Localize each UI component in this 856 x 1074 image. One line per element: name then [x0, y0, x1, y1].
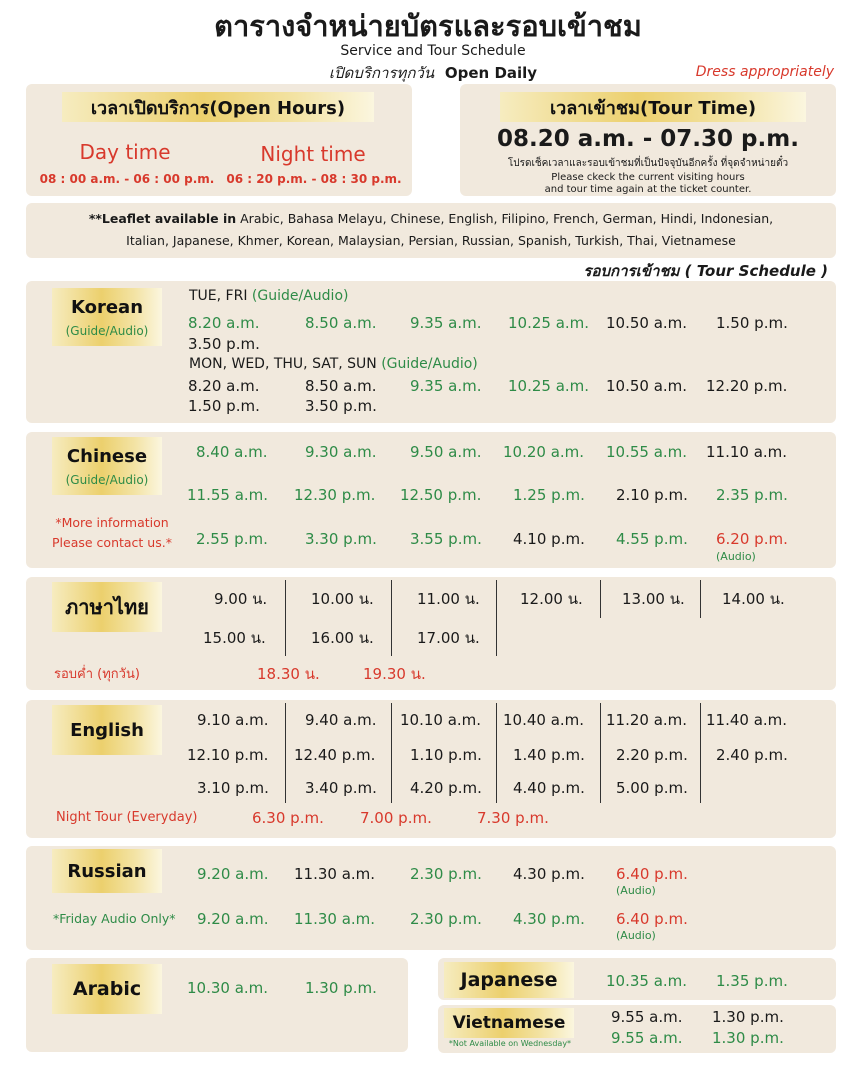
korean-r1-time: 10.25 a.m.: [508, 314, 590, 332]
thai-r2-time: 17.00 น.: [417, 629, 480, 647]
thai-r1-time: 14.00 น.: [722, 590, 785, 608]
english-r2-time: 2.40 p.m.: [716, 746, 788, 764]
thai-night-time: 19.30 น.: [363, 665, 426, 683]
korean-r2-time: 10.50 a.m.: [606, 377, 688, 395]
russian-r2-time: 2.30 p.m.: [410, 910, 482, 928]
vietnamese-note: *Not Available on Wednesday*: [448, 1039, 572, 1048]
thai-r2-time: 15.00 น.: [203, 629, 266, 647]
chinese-audio-note: (Audio): [716, 550, 756, 563]
chinese-label-box: [52, 437, 162, 495]
english-r1-time: 9.10 a.m.: [197, 711, 269, 729]
english-label-box: [52, 705, 162, 755]
russian-r1-time: 11.30 a.m.: [294, 865, 376, 883]
russian-r2-time: 9.20 a.m.: [197, 910, 269, 928]
chinese-r3-time: 6.20 p.m.: [716, 530, 788, 548]
vietnamese-r1-time: 9.55 a.m.: [611, 1008, 683, 1026]
russian-label-box: [52, 849, 162, 893]
thai-r1-time: 11.00 น.: [417, 590, 480, 608]
english-r1-time: 10.40 a.m.: [503, 711, 585, 729]
english-r3-time: 3.40 p.m.: [305, 779, 377, 797]
leaflet-line-1: [26, 211, 836, 226]
chinese-r1-time: 10.55 a.m.: [606, 443, 688, 461]
chinese-r1-time: 10.20 a.m.: [503, 443, 585, 461]
korean-days-1-label: TUE, FRI: [189, 288, 248, 304]
chinese-r2-time: 12.30 p.m.: [294, 486, 376, 504]
japanese-time: 1.35 p.m.: [716, 972, 788, 990]
korean-r2-time: 10.25 a.m.: [508, 377, 590, 395]
english-r2-time: 12.10 p.m.: [187, 746, 269, 764]
thai-label: ภาษาไทย: [65, 595, 149, 619]
english-divider: [285, 703, 286, 803]
english-divider: [391, 703, 392, 803]
thai-label-box: [52, 582, 162, 632]
open-daily-th: เปิดบริการทุกวัน: [328, 64, 435, 82]
english-night-time: 7.30 p.m.: [477, 809, 549, 827]
korean-r1-time: 9.35 a.m.: [410, 314, 482, 332]
english-r2-time: 1.10 p.m.: [410, 746, 482, 764]
korean-r2-time: 8.20 a.m.: [188, 377, 260, 395]
korean-label: Korean: [70, 296, 144, 318]
korean-days-2-label: MON, WED, THU, SAT, SUN: [189, 356, 377, 372]
korean-r1-time: 8.50 a.m.: [305, 314, 377, 332]
russian-r2-time: 11.30 a.m.: [294, 910, 376, 928]
russian-audio-note: (Audio): [616, 929, 656, 942]
english-r2-time: 1.40 p.m.: [513, 746, 585, 764]
english-r1-time: 11.20 a.m.: [606, 711, 688, 729]
japanese-label: Japanese: [460, 969, 558, 991]
chinese-r2-time: 2.10 p.m.: [616, 486, 688, 504]
chinese-r3-time: 3.30 p.m.: [305, 530, 377, 548]
english-night-time: 6.30 p.m.: [252, 809, 324, 827]
korean-days-1: [189, 288, 348, 304]
english-night-time: 7.00 p.m.: [360, 809, 432, 827]
vietnamese-label: Vietnamese: [452, 1013, 566, 1033]
korean-r1-time: 10.50 a.m.: [606, 314, 688, 332]
russian-r2-time: 4.30 p.m.: [513, 910, 585, 928]
russian-r1-time: 2.30 p.m.: [410, 865, 482, 883]
arabic-time: 1.30 p.m.: [305, 979, 377, 997]
korean-days-1-note: (Guide/Audio): [251, 288, 349, 304]
page-subtitle: Service and Tour Schedule: [340, 43, 526, 59]
night-time-hours: 06 : 20 p.m. - 08 : 30 p.m.: [226, 172, 402, 186]
thai-r1-time: 13.00 น.: [622, 590, 685, 608]
vietnamese-r1-time: 1.30 p.m.: [712, 1008, 784, 1026]
open-daily-en: Open Daily: [444, 64, 538, 82]
tour-time-note-en-1: Please ckeck the current visiting hours: [551, 172, 745, 183]
leaflet-languages-2: Italian, Japanese, Khmer, Korean, Malaysian, Persian, Russian, Spanish, Turkish, Thai, Vietnamese: [126, 233, 736, 248]
russian-r1-time: 6.40 p.m.: [616, 865, 688, 883]
thai-r1-time: 12.00 น.: [520, 590, 583, 608]
korean-r2-time: 9.35 a.m.: [410, 377, 482, 395]
korean-r2b-time: 3.50 p.m.: [305, 397, 377, 415]
english-r3-time: 5.00 p.m.: [616, 779, 688, 797]
chinese-r3-time: 3.55 p.m.: [410, 530, 482, 548]
chinese-r3-time: 4.55 p.m.: [616, 530, 688, 548]
chinese-r3-time: 4.10 p.m.: [513, 530, 585, 548]
thai-r2-time: 16.00 น.: [311, 629, 374, 647]
korean-r1-time: 1.50 p.m.: [716, 314, 788, 332]
chinese-r1-time: 8.40 a.m.: [196, 443, 268, 461]
thai-divider: [700, 580, 701, 618]
chinese-more-2: Please contact us.*: [52, 535, 172, 550]
thai-divider: [600, 580, 601, 618]
day-time-hours: 08 : 00 a.m. - 06 : 00 p.m.: [39, 172, 215, 186]
english-r1-time: 11.40 a.m.: [706, 711, 788, 729]
japanese-time: 10.35 a.m.: [606, 972, 688, 990]
english-r2-time: 12.40 p.m.: [294, 746, 376, 764]
english-divider: [700, 703, 701, 803]
russian-label: Russian: [67, 860, 147, 882]
english-r3-time: 3.10 p.m.: [197, 779, 269, 797]
korean-label-box: [52, 288, 162, 346]
day-time-label: Day time: [79, 140, 171, 164]
tour-time-note-en-2: and tour time again at the ticket counter.: [544, 184, 752, 195]
chinese-r1-time: 9.50 a.m.: [410, 443, 482, 461]
tour-time-heading: เวลาเข้าชม(Tour Time): [500, 92, 806, 122]
arabic-time: 10.30 a.m.: [187, 979, 269, 997]
open-hours-heading: เวลาเปิดบริการ(Open Hours): [62, 92, 374, 122]
tour-time-note-th: โปรดเช็คเวลาและรอบเข้าชมที่เป็นปัจจุบันอีกครั้ง ที่จุดจำหน่ายตั๋ว: [507, 158, 789, 169]
english-divider: [600, 703, 601, 803]
leaflet-languages-1: Arabic, Bahasa Melayu, Chinese, English, Filipino, French, German, Hindi, Indonesian,: [240, 211, 774, 226]
chinese-r3-time: 2.55 p.m.: [196, 530, 268, 548]
english-r3-time: 4.40 p.m.: [513, 779, 585, 797]
night-time-label: Night time: [260, 142, 366, 166]
arabic-label-box: [52, 964, 162, 1014]
chinese-r2-time: 12.50 p.m.: [400, 486, 482, 504]
tour-time-range: 08.20 a.m. - 07.30 p.m.: [497, 126, 799, 152]
chinese-more-1: *More information: [55, 515, 169, 530]
chinese-r2-time: 2.35 p.m.: [716, 486, 788, 504]
chinese-r2-time: 11.55 a.m.: [187, 486, 269, 504]
korean-r2b-time: 1.50 p.m.: [188, 397, 260, 415]
english-label: English: [70, 719, 144, 741]
chinese-r1-time: 11.10 a.m.: [706, 443, 788, 461]
chinese-r1-time: 9.30 a.m.: [305, 443, 377, 461]
russian-r1-time: 9.20 a.m.: [197, 865, 269, 883]
english-r3-time: 4.20 p.m.: [410, 779, 482, 797]
vietnamese-r2-time: 9.55 a.m.: [611, 1029, 683, 1047]
thai-night-time: 18.30 น.: [257, 665, 320, 683]
russian-r1-time: 4.30 p.m.: [513, 865, 585, 883]
vietnamese-label-box: [444, 1008, 574, 1038]
korean-r2-time: 12.20 p.m.: [706, 377, 788, 395]
leaflet-prefix: **Leaflet available in: [88, 211, 237, 226]
dress-note: Dress appropriately: [695, 64, 834, 80]
thai-divider: [496, 580, 497, 656]
thai-divider: [391, 580, 392, 656]
thai-r1-time: 10.00 น.: [311, 590, 374, 608]
korean-r1-time: 8.20 a.m.: [188, 314, 260, 332]
vietnamese-r2-time: 1.30 p.m.: [712, 1029, 784, 1047]
thai-divider: [285, 580, 286, 656]
korean-days-2: [189, 356, 478, 372]
page-title: ตารางจำหน่ายบัตรและรอบเข้าชม: [214, 9, 642, 43]
russian-friday-label: *Friday Audio Only*: [53, 911, 176, 926]
english-night-label: Night Tour (Everyday): [56, 810, 198, 825]
korean-sub: (Guide/Audio): [65, 323, 149, 338]
korean-r1b-time: 3.50 p.m.: [188, 335, 260, 353]
english-r2-time: 2.20 p.m.: [616, 746, 688, 764]
english-divider: [496, 703, 497, 803]
chinese-label: Chinese: [66, 445, 148, 467]
korean-days-2-note: (Guide/Audio): [381, 356, 478, 372]
english-r1-time: 10.10 a.m.: [400, 711, 482, 729]
english-r1-time: 9.40 a.m.: [305, 711, 377, 729]
japanese-label-box: [444, 962, 574, 998]
arabic-label: Arabic: [72, 978, 142, 1000]
thai-r1-time: 9.00 น.: [214, 590, 268, 608]
schedule-heading: รอบการเข้าชม ( Tour Schedule ): [583, 262, 828, 280]
chinese-r2-time: 1.25 p.m.: [513, 486, 585, 504]
thai-night-label: รอบค่ำ (ทุกวัน): [54, 667, 140, 682]
russian-r2-time: 6.40 p.m.: [616, 910, 688, 928]
chinese-sub: (Guide/Audio): [65, 472, 149, 487]
korean-r2-time: 8.50 a.m.: [305, 377, 377, 395]
russian-audio-note: (Audio): [616, 884, 656, 897]
